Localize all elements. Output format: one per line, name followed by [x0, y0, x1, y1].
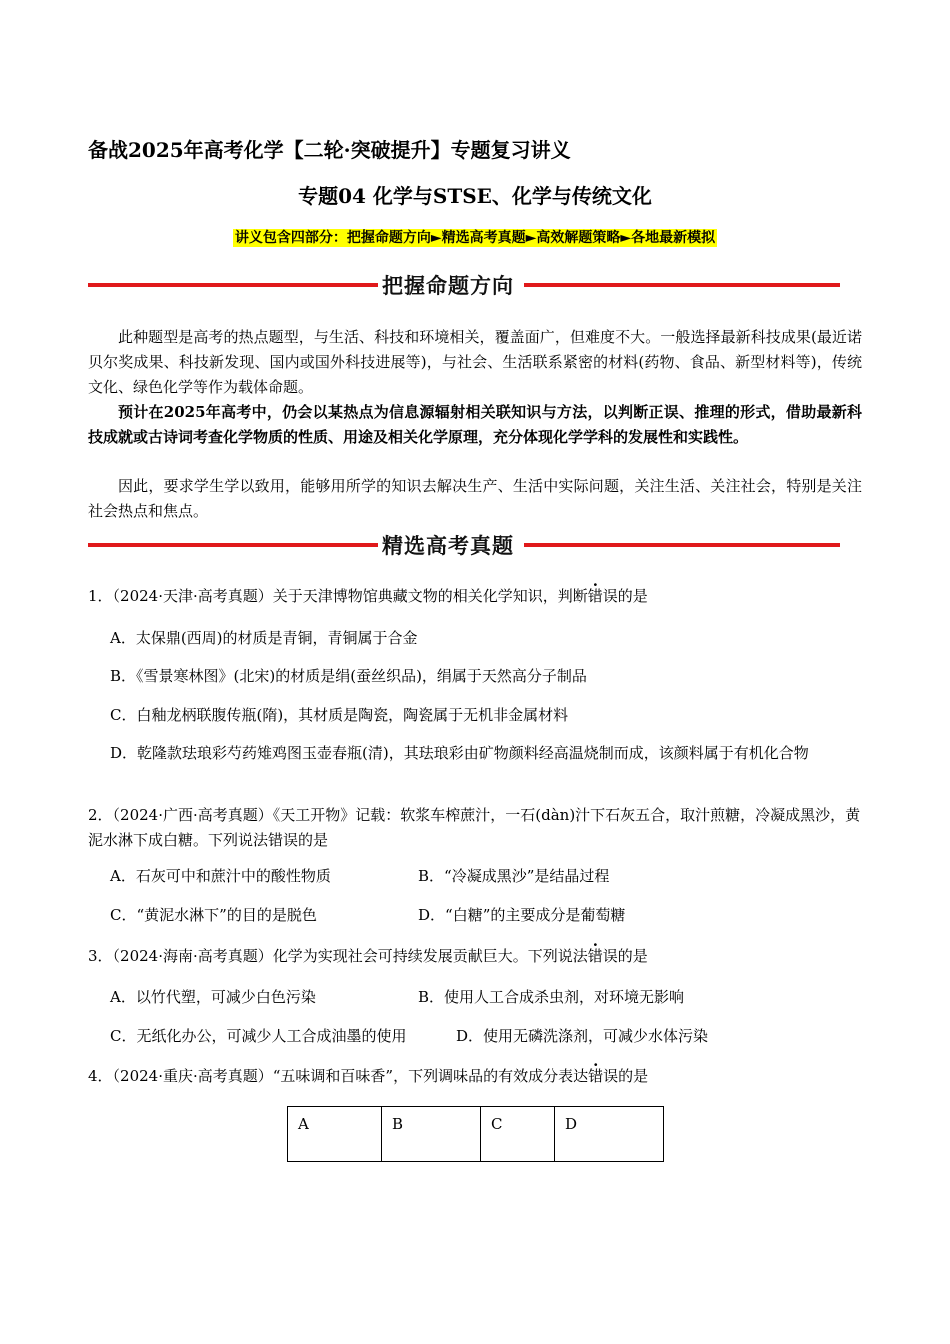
- question-2-option-c: C．“黄泥水淋下”的目的是脱色: [110, 906, 317, 924]
- emphasis-text: 错误: [587, 947, 618, 965]
- section-header-direction: [88, 270, 840, 300]
- divider-line: [524, 543, 840, 547]
- question-1-option-c: C．白釉龙柄联腹传瓶(隋)，其材质是陶瓷，陶瓷属于无机非金属材料: [110, 706, 569, 724]
- conclusion-paragraph: 因此，要求学生学以致用，能够用所学的知识去解决生产、生活中实际问题，关注生活、关注社会，特别是关注社会热点和焦点。: [88, 477, 862, 520]
- question-3-option-a: A．以竹代塑，可减少白色污染: [110, 988, 316, 1006]
- question-2-option-b: B．“冷凝成黑沙”是结晶过程: [418, 867, 610, 885]
- prediction-paragraph: 预计在2025年高考中，仍会以某热点为信息源辐射相关联知识与方法，以判断正误、推理的形式，借助最新科技成就或古诗词考查化学物质的性质、用途及相关化学原理，充分体现化学学科的发展性和实践性。: [88, 403, 862, 446]
- section-title: 把握命题方向: [382, 274, 514, 298]
- question-1-stem: 1．（2024·天津·高考真题）关于天津博物馆典藏文物的相关化学知识，判断错误的是: [88, 587, 648, 605]
- question-2-stem: 2．（2024·广西·高考真题）《天工开物》记载：软浆车榨蔗汁，一石(dàn)汁下石灰五合，取汁煎糖，冷凝成黑沙，黄泥水淋下成白糖。下列说法错误的是: [88, 806, 861, 849]
- emphasis-text: 错误: [588, 1067, 619, 1085]
- question-4-stem: 4．（2024·重庆·高考真题）“五味调和百味香”，下列调味品的有效成分表达错误的是: [88, 1067, 649, 1085]
- question-2-option-a: A．石灰可中和蔗汁中的酸性物质: [110, 867, 331, 885]
- divider-line: [88, 543, 378, 547]
- table-cell: B: [382, 1107, 481, 1162]
- outline-banner: [0, 227, 950, 247]
- emphasis-text: 错误: [587, 587, 618, 605]
- question-1-option-d: D．乾隆款珐琅彩芍药雉鸡图玉壶春瓶(清)，其珐琅彩由矿物颜料经高温烧制而成，该颜料属于有机化合物: [110, 744, 809, 762]
- question-1-option-a: A．太保鼎(西周)的材质是青铜，青铜属于合金: [110, 629, 418, 647]
- question-2-option-d: D．“白糖”的主要成分是葡萄糖: [418, 906, 626, 924]
- intro-paragraph: 此种题型是高考的热点题型，与生活、科技和环境相关，覆盖面广，但难度不大。一般选择最新科技成果(最近诺贝尔奖成果、科技新发现、国内或国外科技进展等)，与社会、生活联系紧密的材料(药物、食品、新型材料等)，传统文化、绿色化学等作为载体命题。: [88, 328, 862, 396]
- table-cell: A: [288, 1107, 382, 1162]
- table-cell: C: [481, 1107, 555, 1162]
- outline-highlight: 讲义包含四部分：把握命题方向►精选高考真题►高效解题策略►各地最新模拟: [234, 230, 716, 246]
- question-4-table: [287, 1106, 664, 1162]
- divider-line: [524, 283, 840, 287]
- question-3-option-d: D．使用无磷洗涤剂，可减少水体污染: [456, 1027, 709, 1045]
- section-title: 精选高考真题: [382, 534, 514, 558]
- table-cell: D: [555, 1107, 664, 1162]
- table-row: [288, 1107, 664, 1162]
- section-header-exams: [88, 530, 840, 560]
- question-1-option-b: B．《雪景寒林图》(北宋)的材质是绢(蚕丝织品)，绢属于天然高分子制品: [110, 667, 587, 685]
- document-title: 备战2025年高考化学【二轮·突破提升】专题复习讲义: [88, 138, 571, 162]
- topic-title: 专题04 化学与STSE、化学与传统文化: [298, 184, 652, 208]
- divider-line: [88, 283, 378, 287]
- question-3-option-c: C．无纸化办公，可减少人工合成油墨的使用: [110, 1027, 407, 1045]
- question-3-option-b: B．使用人工合成杀虫剂，对环境无影响: [418, 988, 685, 1006]
- question-3-stem: 3．（2024·海南·高考真题）化学为实现社会可持续发展贡献巨大。下列说法错误的是: [88, 947, 648, 965]
